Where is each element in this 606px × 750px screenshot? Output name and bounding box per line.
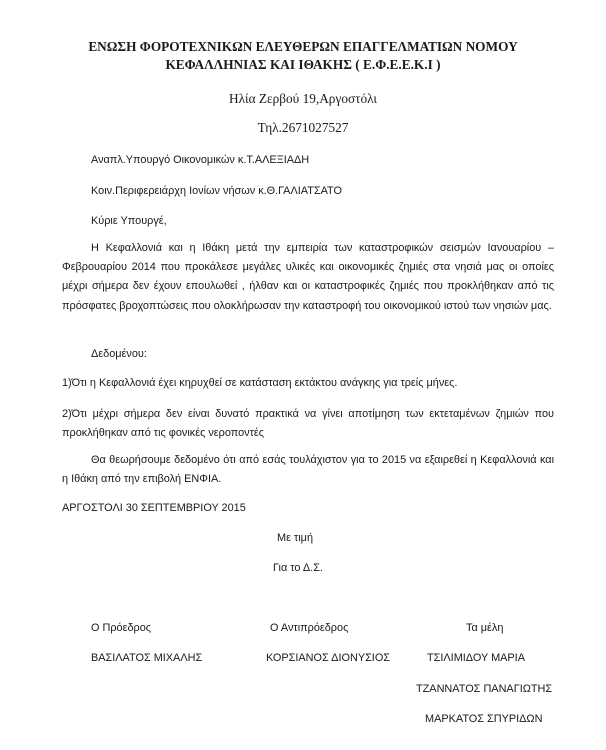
- vice-president-name: ΚΟΡΣΙΑΝΟΣ ΔΙΟΝΥΣΙΟΣ: [266, 652, 391, 664]
- request-paragraph: Θα θεωρήσουμε δεδομένο ότι από εσάς τουλάχιστον για το 2015 να εξαιρεθεί η Κεφαλλονιά και η Ιθάκη από την επιβολή ΕΝΦΙΑ.: [62, 454, 554, 486]
- salutation: Κύριε Υπουργέ,: [91, 215, 167, 227]
- organization-name-line2: ΚΕΦΑΛΛΗΝΙΑΣ ΚΑΙ ΙΘΑΚΗΣ ( Ε.Φ.Ε.Ε.Κ.Ι ): [165, 57, 441, 72]
- point-1: 1)Ότι η Κεφαλλονιά έχει κηρυχθεί σε κατάσταση εκτάκτου ανάγκης για τρείς μήνες.: [62, 377, 458, 389]
- members-title: Τα μέλη: [466, 622, 504, 634]
- given-heading: Δεδομένου:: [91, 348, 147, 360]
- president-name: ΒΑΣΙΛΑΤΟΣ ΜΙΧΑΛΗΣ: [91, 652, 203, 664]
- president-title: Ο Πρόεδρος: [91, 622, 152, 634]
- recipient-line2: Κοιν.Περιφερειάρχη Ιονίων νήσων κ.Θ.ΓΑΛΙΑΤΣΑΤΟ: [91, 185, 342, 197]
- closing-with-honor: Με τιμή: [277, 532, 314, 544]
- place-date: ΑΡΓΟΣΤΟΛΙ 30 ΣΕΠΤΕΜΒΡΙΟΥ 2015: [62, 502, 246, 514]
- member-name: ΤΣΙΛΙΜΙΔΟΥ ΜΑΡΙΑ: [427, 652, 525, 664]
- member-name: ΤΖΑΝΝΑΤΟΣ ΠΑΝΑΓΙΩΤΗΣ: [416, 683, 553, 695]
- main-paragraph: Η Κεφαλλονιά και η Ιθάκη μετά την εμπειρία των καταστροφικών σεισμών Ιανουαρίου – Φεβρουαρίου 2014 που προκάλεσε μεγάλες υλικές και οικονομικές ζημιές στα νησιά μας οι οποίες μέχρι σήμερα δεν έχουν επουλωθεί , ήλθαν και οι καταστροφικές ζημιές που προκλήθηκαν από τις πρόσφατες βροχοπτώσεις που ολοκλήρωσαν την καταστροφή του οικονομικού ιστού των νησιών μας.: [62, 242, 554, 312]
- recipient-line1: Αναπλ.Υπουργό Οικονομικών κ.Τ.ΑΛΕΞΙΑΔΗ: [91, 154, 310, 166]
- member-name: ΜΑΡΚΑΤΟΣ ΣΠΥΡΙΔΩΝ: [425, 713, 543, 725]
- organization-name-line1: ΕΝΩΣΗ ΦΟΡΟΤΕΧΝΙΚΩΝ ΕΛΕΥΘΕΡΩΝ ΕΠΑΓΓΕΛΜΑΤΙΩΝ ΝΟΜΟΥ: [88, 39, 518, 54]
- organization-phone: Τηλ.2671027527: [257, 120, 349, 135]
- vice-president-title: Ο Αντιπρόεδρος: [270, 622, 349, 634]
- point-2: 2)Ότι μέχρι σήμερα δεν είναι δυνατό πρακτικά να γίνει αποτίμηση των εκτεταμένων ζημιών που προκλήθηκαν από τις φονικές νεροποντές: [62, 408, 554, 440]
- organization-address: Ηλία Ζερβού 19,Αργοστόλι: [229, 91, 377, 106]
- closing-for-board: Για το Δ.Σ.: [273, 562, 323, 574]
